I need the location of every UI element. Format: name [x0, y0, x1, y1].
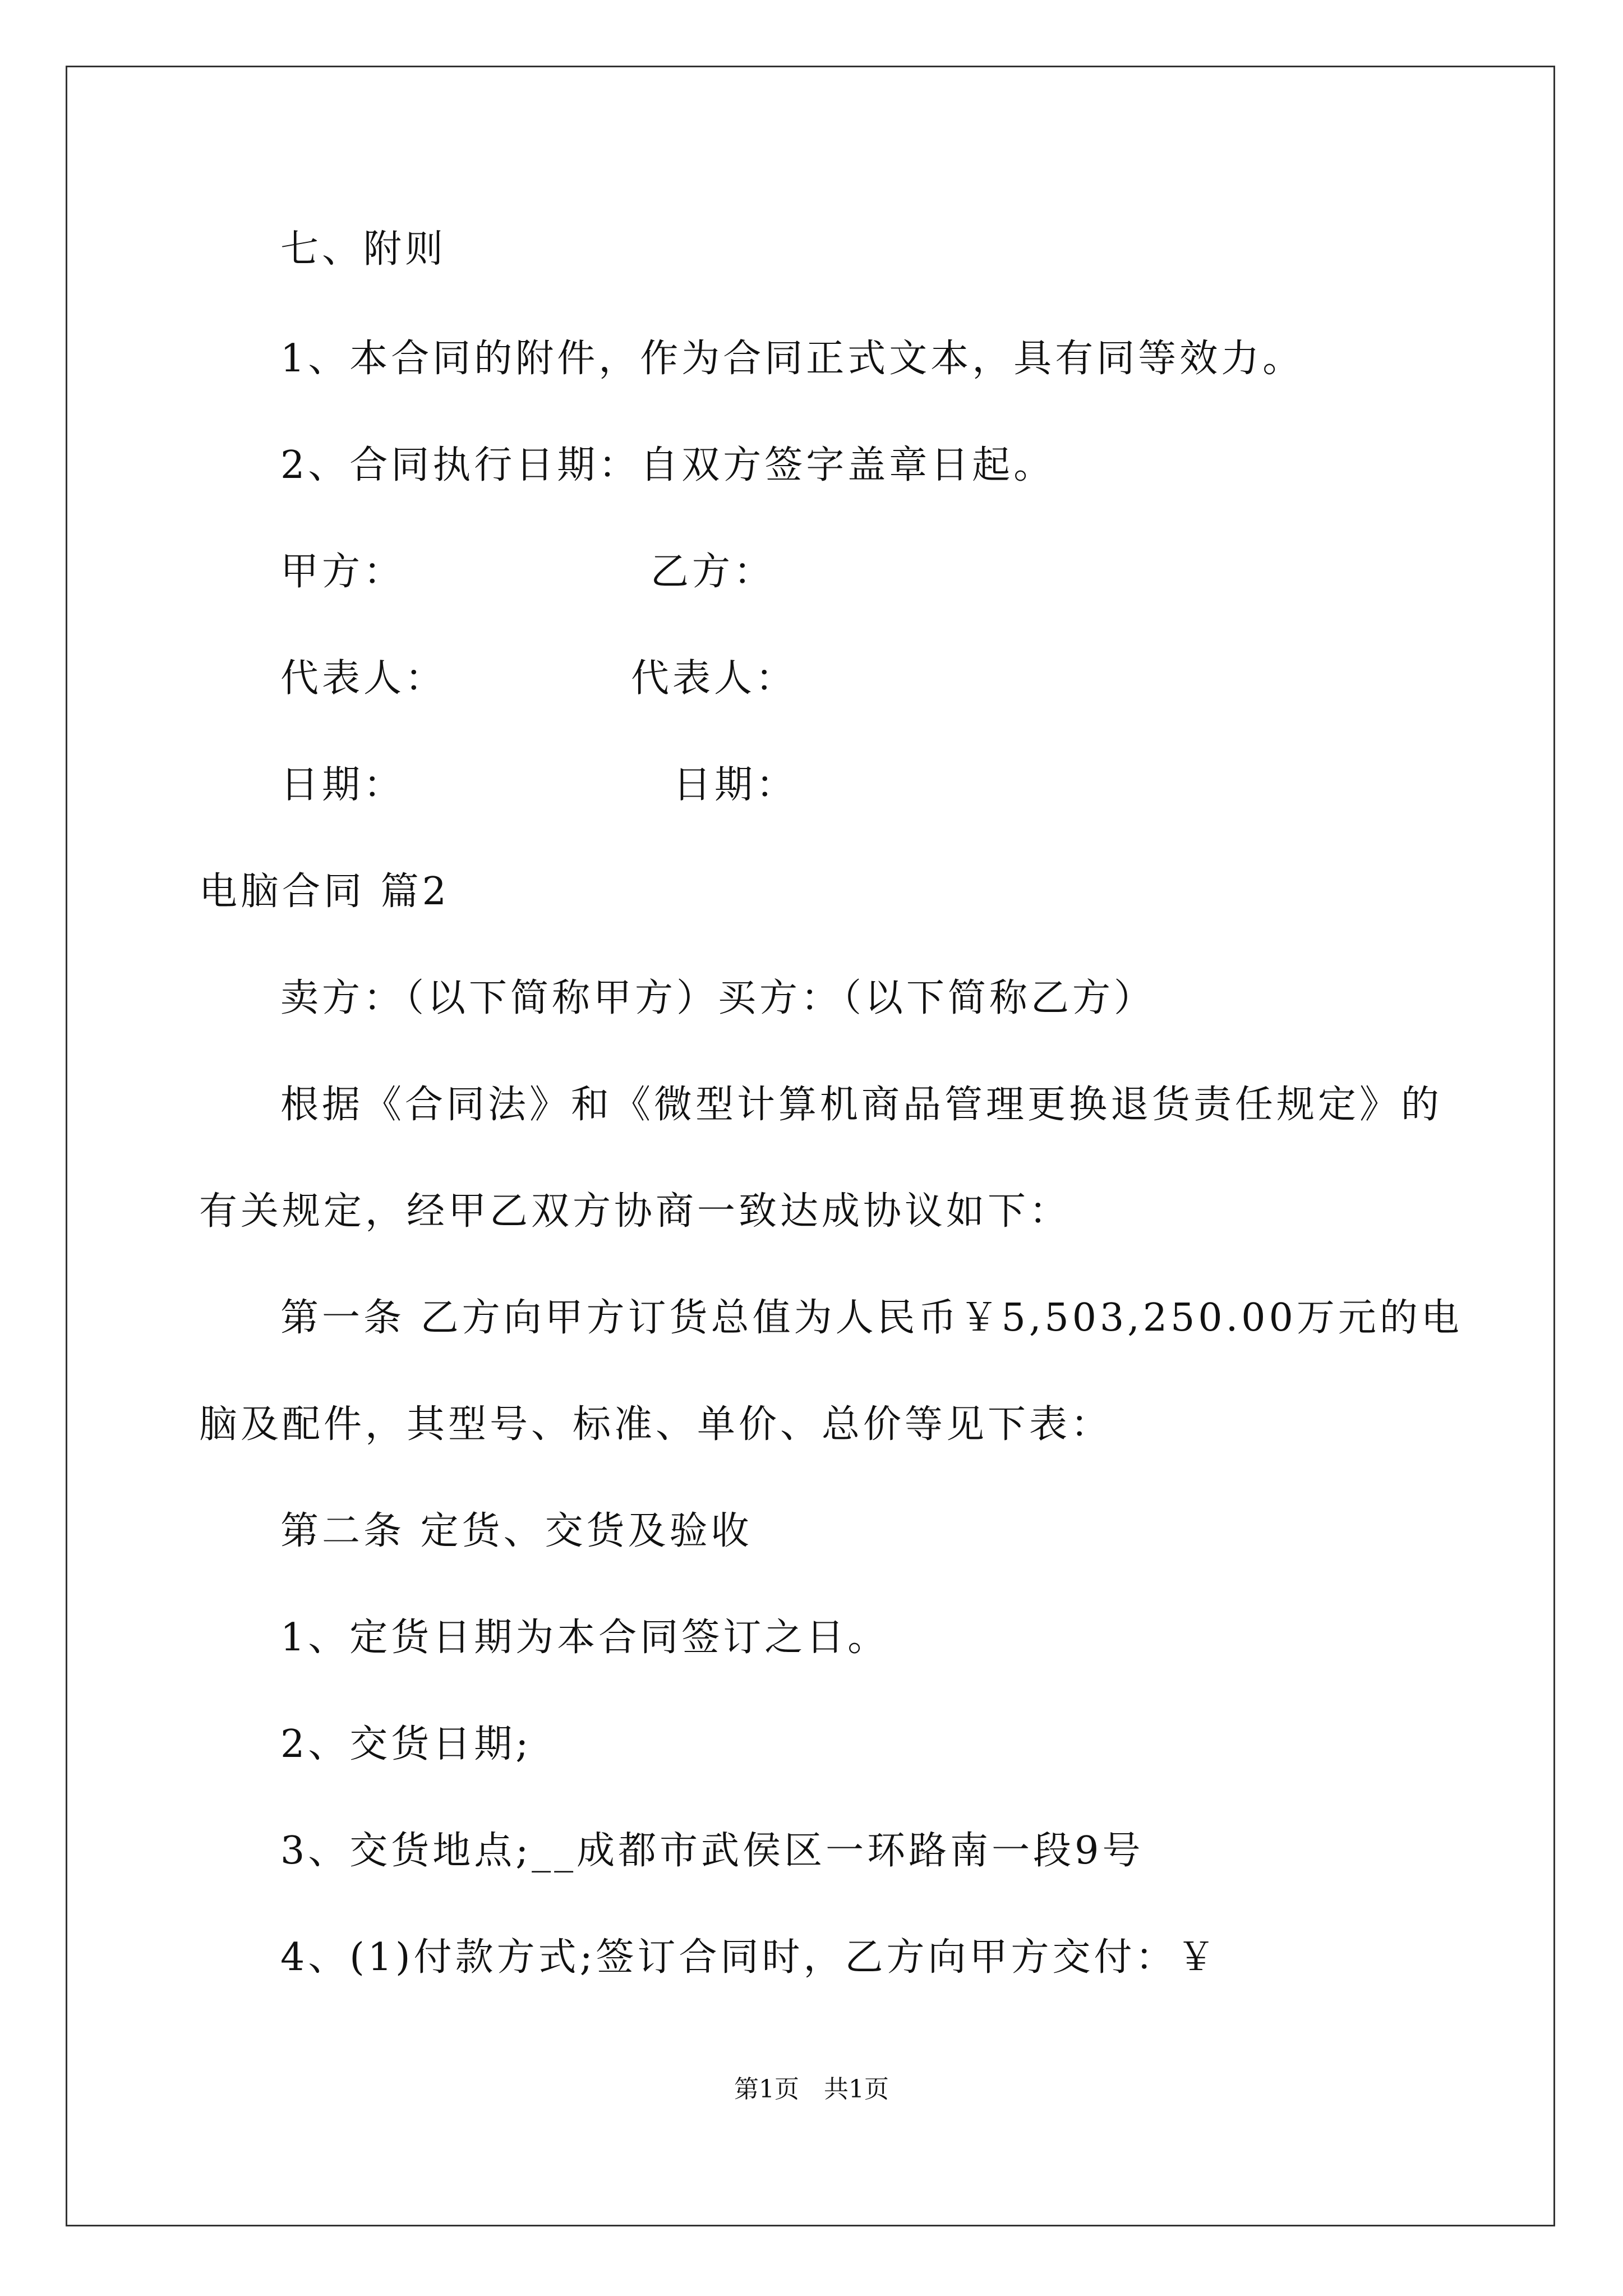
- payment-method-clause: 4、(1)付款方式;签订合同时，乙方向甲方交付：￥: [280, 1935, 1219, 1980]
- page-footer: 第1页 共1页: [734, 2075, 889, 2104]
- section-title-part-2: 电脑合同 篇2: [199, 869, 450, 914]
- article-seven-heading: 七、附则: [280, 227, 447, 272]
- representative-b-label: 代表人：: [631, 656, 797, 701]
- article-one-line-2: 脑及配件，其型号、标准、单价、总价等见下表：: [199, 1402, 1113, 1447]
- article-two-heading: 第二条 定货、交货及验收: [280, 1509, 753, 1553]
- article-one-line-1: 第一条 乙方向甲方订货总值为人民币￥5,503,250.00万元的电: [280, 1296, 1463, 1340]
- order-date-clause: 1、定货日期为本合同签订之日。: [280, 1616, 889, 1660]
- date-a-label: 日期：: [280, 763, 405, 807]
- delivery-date-clause: 2、交货日期;: [280, 1722, 532, 1766]
- party-a-label: 甲方：: [280, 550, 405, 594]
- party-b-label: 乙方：: [651, 550, 776, 594]
- date-b-label: 日期：: [673, 763, 798, 807]
- delivery-location-clause: 3、交货地点;__成都市武侯区一环路南一段9号: [280, 1829, 1144, 1873]
- seller-buyer-line: 卖方：（以下简称甲方）买方：（以下简称乙方）: [280, 976, 1156, 1020]
- clause-attachment: 1、本合同的附件，作为合同正式文本，具有同等效力。: [280, 337, 1304, 381]
- paragraph-basis-line-2: 有关规定，经甲乙双方协商一致达成协议如下：: [199, 1189, 1071, 1234]
- page-border: [66, 66, 1555, 2226]
- clause-effective-date: 2、合同执行日期：自双方签字盖章日起。: [280, 443, 1055, 487]
- representative-a-label: 代表人：: [280, 656, 447, 701]
- paragraph-basis-line-1: 根据《合同法》和《微型计算机商品管理更换退货责任规定》的: [280, 1083, 1443, 1127]
